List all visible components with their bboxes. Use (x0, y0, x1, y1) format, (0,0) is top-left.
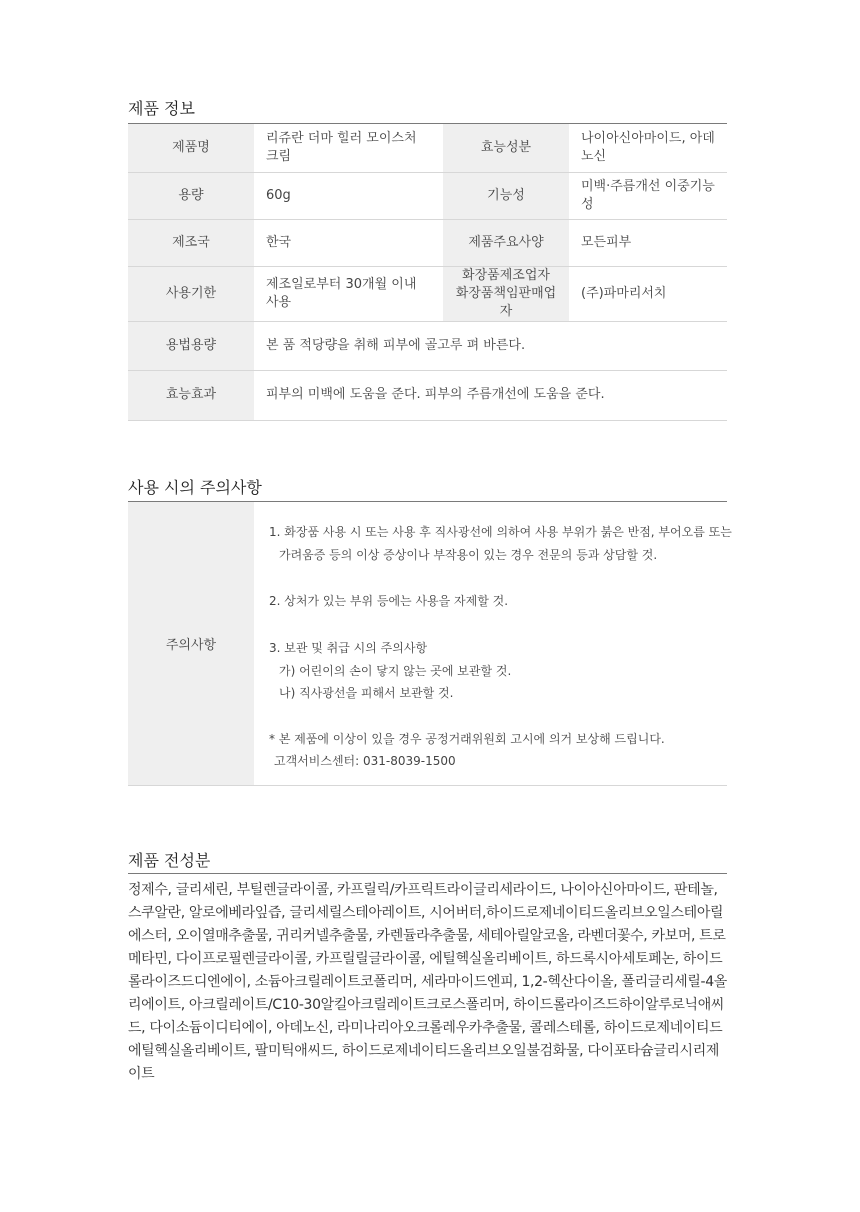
value-cell: 모든피부 (569, 219, 727, 266)
label-cell: 제조국 (128, 219, 254, 266)
label-cell: 사용기한 (128, 266, 254, 321)
precautions-table (128, 502, 732, 786)
ingredients-title: 제품 전성분 (128, 851, 211, 870)
label-cell: 기능성 (443, 172, 569, 219)
value-cell: 제조일로부터 30개월 이내 사용 (254, 266, 443, 321)
value-cell: 피부의 미백에 도움을 준다. 피부의 주름개선에 도움을 준다. (254, 370, 727, 420)
value-cell: (주)파마리서치 (569, 266, 727, 321)
value-cell: 한국 (254, 219, 443, 266)
value-cell: 미백·주름개선 이중기능성 (569, 172, 727, 219)
precautions-label: 주의사항 (128, 502, 254, 785)
divider (128, 873, 727, 874)
precaution-line: 2. 상처가 있는 부위 등에는 사용을 자제할 것. (269, 594, 509, 608)
table-row (128, 266, 727, 321)
table-row (128, 370, 727, 420)
precaution-line: 가) 어린이의 손이 닿지 않는 곳에 보관할 것. (279, 664, 512, 678)
label-cell: 효능성분 (443, 124, 569, 172)
precaution-line: 1. 화장품 사용 시 또는 사용 후 직사광선에 의하여 사용 부위가 붉은 반점, 부어오름 또는 (269, 525, 732, 539)
manufacturer-label: 화장품제조업자 (462, 267, 550, 283)
table-row (128, 321, 727, 370)
label-cell (443, 266, 569, 321)
value-cell: 나이아신아마이드, 아데노신 (569, 124, 727, 172)
label-cell: 효능효과 (128, 370, 254, 420)
product-info-table (128, 124, 727, 421)
precaution-line: 나) 직사광선을 피해서 보관할 것. (279, 686, 454, 700)
notice-line: * 본 제품에 이상이 있을 경우 공정거래위원회 고시에 의거 보상해 드립니다. (269, 732, 665, 746)
customer-service-line: 고객서비스센터: 031-8039-1500 (274, 754, 456, 768)
precautions-title: 사용 시의 주의사항 (128, 478, 262, 497)
precaution-line: 3. 보관 및 취급 시의 주의사항 (269, 641, 428, 655)
distributor-label: 화장품책임판매업자 (455, 285, 557, 319)
value-cell: 본 품 적당량을 취해 피부에 골고루 펴 바른다. (254, 321, 727, 370)
label-cell: 용량 (128, 172, 254, 219)
precaution-line: 가려움증 등의 이상 증상이나 부작용이 있는 경우 전문의 등과 상담할 것. (279, 548, 658, 562)
product-info-title: 제품 정보 (128, 99, 195, 118)
ingredients-list: 정제수, 글리세린, 부틸렌글라이콜, 카프릴릭/카프릭트라이글리세라이드, 나이아신아마이드, 판테놀, 스쿠알란, 알로에베라잎즙, 글리세릴스테아레이트, 시어버터,하이드로제네이티드올리브오일스테아릴에스터, 오이열매추출물, 귀리커넬추출물, 카렌듈라추출물, 세테아릴알코올, 라벤더꽃수, 카보머, 트로메타민, 다이프로필렌글라이콜, 카프릴릴글라이콜, 에틸헥실올리베이트, 하드록시아세토페논, 하이드롤라이즈드디엔에이, 소듐아크릴레이트코폴리머, 세라마이드엔피, 1,2-헥산다이올, 폴리글리세릴-4올리에이트, 아크릴레이트/C10-30알킬아크릴레이트크로스폴리머, 하이드롤라이즈드하이알루로닉애씨드, 다이소듐이디티에이, 아데노신, 라미나리아오크롤레우카추출물, 콜레스테롤, 하이드로제네이티드에틸헥실올리베이트, 팔미틱애씨드, 하이드로제네이티드올리브오일불검화물, 다이포타슘글리시리제이트 (128, 882, 727, 1082)
label-cell: 제품주요사양 (443, 219, 569, 266)
table-row (128, 172, 727, 219)
label-cell: 용법용량 (128, 321, 254, 370)
value-cell: 리쥬란 더마 힐러 모이스처 크림 (254, 124, 443, 172)
table-row (128, 219, 727, 266)
label-cell: 제품명 (128, 124, 254, 172)
table-row (128, 124, 727, 172)
value-cell: 60g (254, 172, 443, 219)
